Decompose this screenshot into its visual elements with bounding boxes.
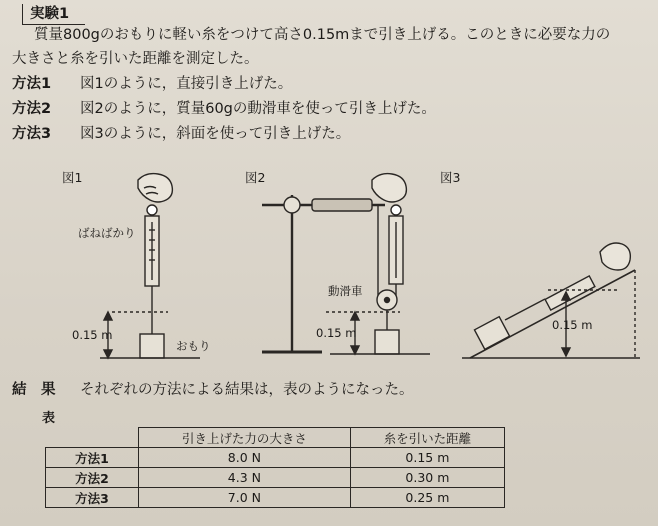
fig1-weight-label: おもり [176,339,211,353]
fig3-height-label: 0.15 m [552,318,593,332]
method-1-label: 方法1 [12,76,52,92]
row-method: 方法3 [46,488,139,508]
method-3-text: 図3のように，斜面を使って引き上げた。 [80,126,351,142]
experiment-title: 実験1 [30,6,70,22]
row-method: 方法1 [46,448,139,468]
result-text: それぞれの方法による結果は，表のようになった。 [80,382,414,398]
table-corner [46,428,139,448]
fig1-title: 図1 [62,170,83,185]
method-2-text: 図2のように，質量60gの動滑車を使って引き上げた。 [80,101,436,117]
row-method: 方法2 [46,468,139,488]
result-label: 結 果 [12,382,56,398]
results-table [45,427,505,508]
table-caption: 表 [42,411,56,426]
fig3-title: 図3 [440,170,461,185]
table-row [46,468,505,488]
intro-line-2: 大きさと糸を引いた距離を測定した。 [12,51,259,67]
fig2-height-label: 0.15 m [316,326,357,340]
fig2-weight [375,330,399,354]
fig3-hand-icon [600,243,630,270]
row-force: 4.3 N [139,468,351,488]
intro-line-1: 質量800gのおもりに軽い糸をつけて高さ0.15mまで引き上げる。このときに必要な力の [34,27,611,43]
row-distance: 0.25 m [350,488,504,508]
fig1-spring-label: ばねばかり [78,226,136,240]
table-row [46,488,505,508]
method-1-text: 図1のように，直接引き上げた。 [80,76,293,92]
row-force: 8.0 N [139,448,351,468]
fig1-hand-icon [138,174,172,202]
fig2-hand-icon [372,174,406,202]
row-distance: 0.30 m [350,468,504,488]
method-2-label: 方法2 [12,101,52,117]
row-distance: 0.15 m [350,448,504,468]
table-row [46,448,505,468]
fig3-weight [474,317,509,350]
fig2-pulley-label: 動滑車 [328,284,363,298]
fig1-weight [140,334,164,358]
fig1-height-label: 0.15 m [72,328,113,342]
fig2-title: 図2 [245,170,266,185]
method-3-label: 方法3 [12,126,52,142]
header-distance: 糸を引いた距離 [350,428,504,448]
header-force: 引き上げた力の大きさ [139,428,351,448]
table-header-row [46,428,505,448]
row-force: 7.0 N [139,488,351,508]
